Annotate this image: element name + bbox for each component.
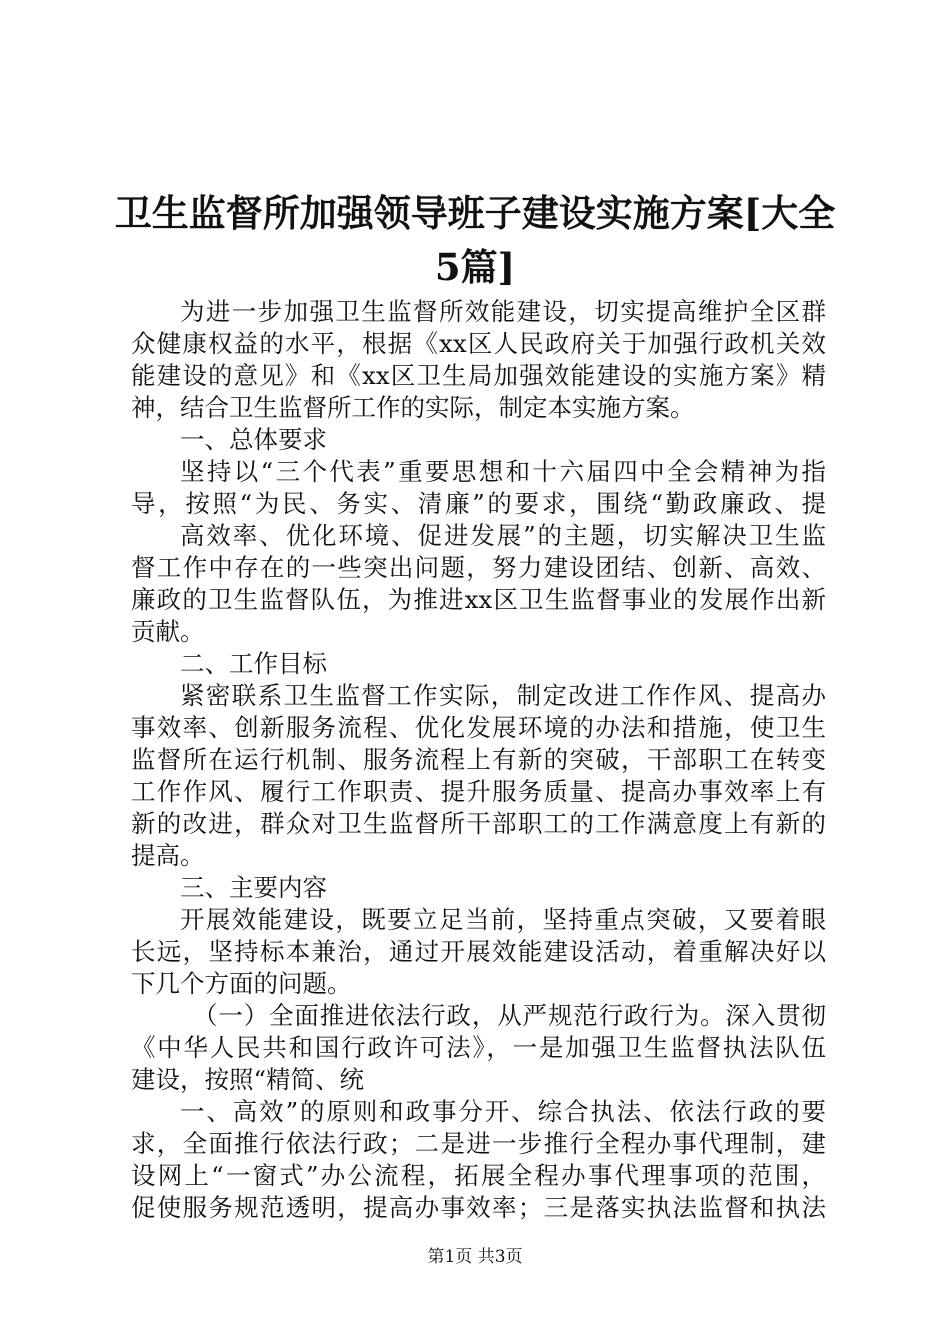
document-body <box>131 296 826 1224</box>
body-line: 能建设的意见》和《xx区卫生局加强效能建设的实施方案》精 <box>131 361 826 390</box>
body-line: 一、高效”的原则和政事分开、综合执法、依法行政的要 <box>180 1097 826 1126</box>
body-line: 设网上“一窗式”办公流程，拓展全程办事代理事项的范围， <box>131 1161 826 1190</box>
body-line: 建设，按照“精简、统 <box>131 1065 365 1094</box>
body-line: 新的改进，群众对卫生监督所干部职工的工作满意度上有新的 <box>131 809 826 838</box>
body-line: 促使服务规范透明，提高办事效率；三是落实执法监督和执法 <box>131 1193 826 1222</box>
body-line: 工作作风、履行工作职责、提升服务质量、提高办事效率上有 <box>131 777 826 806</box>
body-line: 众健康权益的水平，根据《xx区人民政府关于加强行政机关效 <box>131 329 826 358</box>
body-line: 督工作中存在的一些突出问题，努力建设团结、创新、高效、 <box>131 553 826 582</box>
section-heading: 一、总体要求 <box>180 425 327 454</box>
body-line: 事效率、创新服务流程、优化发展环境的办法和措施，使卫生 <box>131 713 826 742</box>
page-footer <box>0 1246 950 1268</box>
body-line: 紧密联系卫生监督工作实际，制定改进工作作风、提高办 <box>180 681 826 710</box>
body-line: 提高。 <box>131 841 205 870</box>
section-heading: 二、工作目标 <box>180 649 327 678</box>
body-line: 开展效能建设，既要立足当前，坚持重点突破，又要着眼 <box>180 905 826 934</box>
section-heading: 三、主要内容 <box>180 873 327 902</box>
body-line: 贡献。 <box>131 617 205 646</box>
body-line: 《中华人民共和国行政许可法》，一是加强卫生监督执法队伍 <box>131 1033 826 1062</box>
body-line: （一）全面推进依法行政，从严规范行政行为。深入贯彻 <box>193 1001 826 1030</box>
body-line: 求，全面推行依法行政；二是进一步推行全程办事代理制，建 <box>131 1129 826 1158</box>
body-line: 神，结合卫生监督所工作的实际，制定本实施方案。 <box>131 393 695 422</box>
body-line: 下几个方面的问题。 <box>131 969 352 998</box>
body-line: 导，按照“为民、务实、清廉”的要求，围绕“勤政廉政、提 <box>131 489 826 518</box>
body-line: 监督所在运行机制、服务流程上有新的突破，干部职工在转变 <box>131 745 826 774</box>
title-line-1: 卫生监督所加强领导班子建设实施方案[大全 <box>114 191 836 235</box>
body-line: 廉政的卫生监督队伍，为推进xx区卫生监督事业的发展作出新 <box>131 585 826 614</box>
title-line-2: 5篇] <box>434 245 516 289</box>
document-title <box>110 186 840 294</box>
body-line: 为进一步加强卫生监督所效能建设，切实提高维护全区群 <box>180 297 826 326</box>
body-line: 高效率、优化环境、促进发展”的主题，切实解决卫生监 <box>180 521 826 550</box>
body-line: 长远，坚持标本兼治，通过开展效能建设活动，着重解决好以 <box>131 937 826 966</box>
page-number: 第1页 共3页 <box>427 1247 523 1267</box>
body-line: 坚持以“三个代表”重要思想和十六届四中全会精神为指 <box>180 457 826 486</box>
